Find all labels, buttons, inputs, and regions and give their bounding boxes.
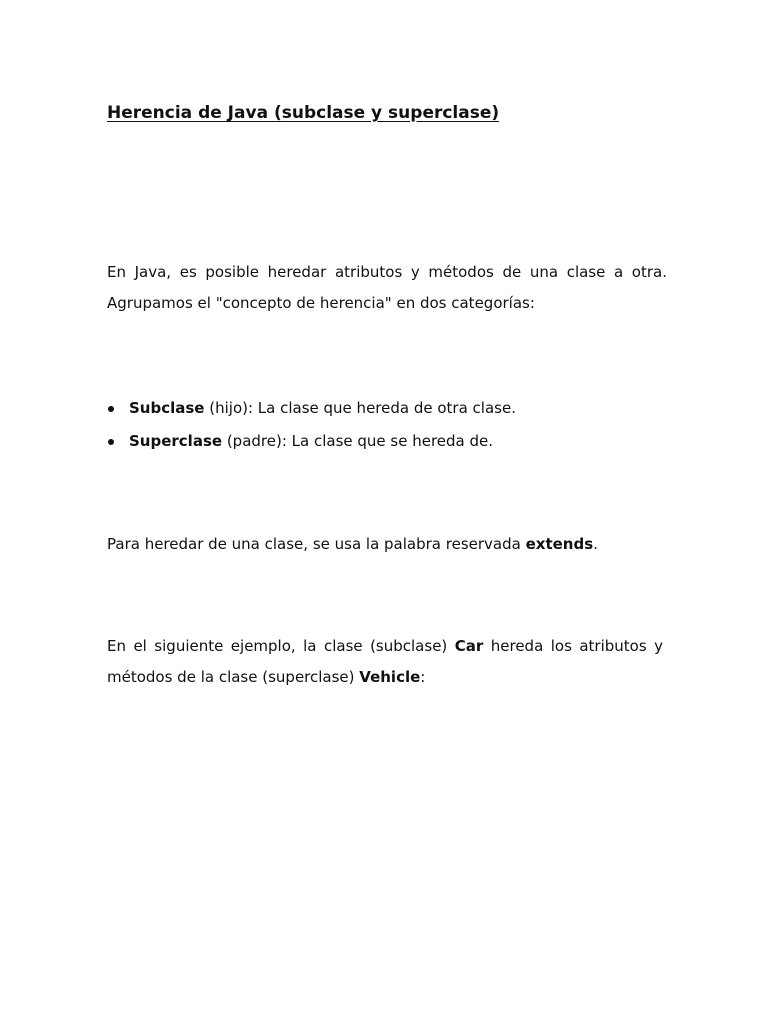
list-item-subclase bbox=[107, 393, 516, 426]
intro-paragraph bbox=[107, 257, 667, 319]
example-line1-suffix: hereda los atributos y bbox=[483, 637, 664, 655]
example-line2-suffix: : bbox=[420, 668, 426, 686]
document-title: Herencia de Java (subclase y superclase) bbox=[107, 103, 500, 123]
class-name-car: Car bbox=[454, 637, 484, 655]
extends-suffix: . bbox=[593, 535, 598, 553]
example-line1-prefix: En el siguiente ejemplo, la clase (subclase) bbox=[107, 637, 455, 655]
extends-paragraph bbox=[107, 529, 667, 560]
example-line2-prefix: métodos de la clase (superclase) bbox=[107, 668, 360, 686]
class-name-vehicle: Vehicle bbox=[359, 668, 421, 686]
term-superclase: Superclase bbox=[129, 432, 223, 450]
extends-prefix: Para heredar de una clase, se usa la palabra reservada bbox=[107, 535, 526, 553]
term-subclase: Subclase bbox=[129, 399, 205, 417]
intro-line-1: En Java, es posible heredar atributos y métodos de una clase a otra. bbox=[107, 263, 667, 281]
extends-keyword: extends bbox=[525, 535, 594, 553]
example-line-2 bbox=[107, 662, 663, 693]
example-paragraph bbox=[107, 631, 663, 693]
definition-superclase: (padre): La clase que se hereda de. bbox=[222, 432, 494, 450]
intro-line-2: Agrupamos el "concepto de herencia" en dos categorías: bbox=[107, 294, 535, 312]
bullet-icon bbox=[108, 406, 114, 412]
definition-subclase: (hijo): La clase que hereda de otra clase. bbox=[204, 399, 516, 417]
bullet-icon bbox=[108, 439, 114, 445]
list-item-superclase bbox=[107, 426, 516, 459]
example-line-1 bbox=[107, 631, 663, 662]
category-list bbox=[107, 393, 516, 459]
